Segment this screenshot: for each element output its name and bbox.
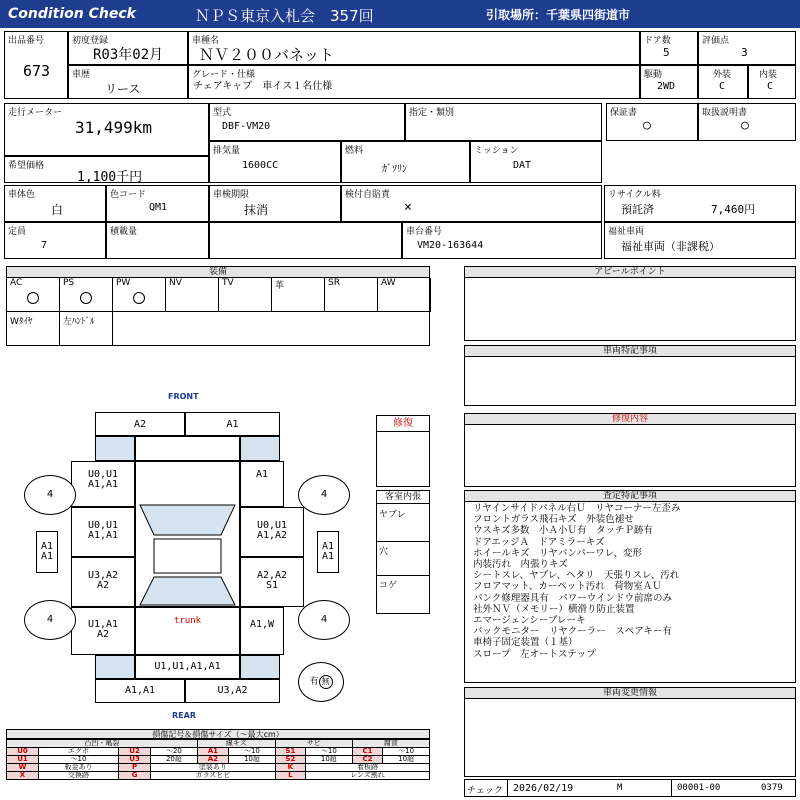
load-label: 積載量 — [110, 227, 138, 237]
legend-cell: エクボ — [38, 748, 118, 756]
repair-box — [376, 415, 430, 487]
recycle-box — [604, 185, 796, 222]
equipment-row2-label: 左ﾊﾝﾄﾞﾙ — [63, 317, 95, 327]
legend-cell: 〜10 — [383, 748, 430, 756]
front-panel-left: A2 — [95, 412, 185, 436]
warranty-box — [606, 103, 698, 141]
car-name-value: ＮＶ２００バネット — [199, 46, 335, 64]
car-name-label: 車種名 — [192, 36, 220, 46]
legend-cell: U2 — [119, 748, 151, 756]
fender-left: U0,U1 A1,A1 — [71, 461, 135, 507]
cabin-outline — [135, 461, 240, 607]
displacement-label: 排気量 — [213, 146, 241, 156]
lot-value: 673 — [23, 62, 51, 80]
legend-cell: 〜10 — [229, 748, 276, 756]
repair-label: 修復 — [377, 416, 429, 432]
legend — [6, 729, 430, 780]
legend-cell: W — [7, 764, 39, 772]
capacity-box — [4, 222, 106, 259]
equipment-ac — [7, 278, 60, 312]
interior-value: C — [767, 81, 774, 92]
price-label: 希望価格 — [8, 161, 45, 171]
mission-box — [470, 141, 602, 183]
legend-cell: 10超 — [305, 756, 352, 764]
legend-cell: S2 — [275, 756, 305, 764]
inspector-line: バックモニター リヤクーラー スペアキー有 — [473, 626, 672, 638]
inspector-section — [464, 490, 796, 683]
body-color-label: 車体色 — [8, 190, 36, 200]
equipment-pw — [113, 278, 166, 312]
equipment-aw — [378, 278, 431, 312]
legend-cell: 板金あり — [38, 764, 118, 772]
chassis-value: VM20-163644 — [417, 240, 484, 251]
welfare-label: 福祉車両 — [608, 227, 645, 237]
manual-box — [698, 103, 796, 141]
legend-cell: A2 — [197, 756, 228, 764]
inspector-title: 査定特記事項 — [465, 491, 795, 502]
exterior-box — [698, 65, 748, 99]
cabin-box — [376, 490, 430, 614]
legend-cell: X — [7, 772, 39, 780]
rear-bumper-left: A1,A1 — [95, 679, 185, 703]
appeal-section — [464, 266, 796, 341]
footer-date: 2026/02/19 — [513, 783, 574, 794]
mirror-left: A1 A1 — [36, 531, 58, 573]
change-title: 車両変更情報 — [465, 688, 795, 699]
equipment-ps — [60, 278, 113, 312]
legend-cell: C1 — [352, 748, 382, 756]
mileage-box — [4, 103, 209, 156]
door-rear-right: A2,A2 S1 — [240, 557, 304, 607]
recycle-amount: 7,460円 — [711, 203, 756, 216]
model-label: 型式 — [213, 108, 232, 118]
equipment-label: AW — [381, 278, 396, 288]
legend-cell: 10超 — [383, 756, 430, 764]
equipment-row2-cell — [325, 312, 378, 346]
manual-label: 取扱説明書 — [702, 108, 748, 118]
first-reg-box — [68, 31, 188, 65]
welfare-box — [604, 222, 796, 259]
special-title: 車両特記事項 — [465, 346, 795, 357]
recycle-status: 預託済 — [621, 203, 654, 216]
exterior-label: 外装 — [713, 70, 732, 80]
equipment-row2-cell — [60, 312, 113, 346]
doors-label: ドア数 — [644, 36, 671, 46]
fuel-box — [341, 141, 470, 183]
inspector-line: ウスキズ多数 小Ａ小Ｕ有 タッチＰ跡有 — [473, 525, 654, 537]
tire-front-right: 4 — [298, 475, 350, 515]
price-box — [4, 156, 209, 183]
cabin-item-hole: 穴 — [379, 547, 389, 557]
inspector-line: ホイールキズ リヤバンパーワレ、変形 — [473, 547, 643, 559]
cabin-item-tear: ヤブレ — [379, 510, 406, 520]
manual-value: ○ — [741, 118, 749, 133]
capacity-value: 7 — [41, 240, 48, 251]
equipment-row2-cell — [378, 312, 431, 346]
cabin-title: 客室内張 — [377, 491, 429, 504]
displacement-box — [209, 141, 341, 183]
footer-check-label: チェック — [467, 786, 503, 796]
tax-box — [341, 185, 602, 222]
inspection-value: 抹消 — [244, 203, 269, 217]
equipment-mark-icon — [80, 292, 92, 304]
inspector-line: 社外ＮＶ（メモリー）横滑り防止装置 — [473, 603, 635, 615]
equipment-tv — [219, 278, 272, 312]
doors-box — [640, 31, 698, 65]
load-box — [106, 222, 209, 259]
legend-table — [6, 739, 430, 780]
equipment-title: 装備 — [7, 267, 429, 278]
header-bar — [0, 0, 800, 28]
designation-label: 指定・類別 — [409, 108, 455, 118]
rear-bumper-right: U3,A2 — [185, 679, 280, 703]
quarter-left: U1,A1 A2 — [71, 607, 135, 655]
equipment-label: 革 — [275, 281, 285, 291]
body-color-box — [4, 185, 106, 222]
equipment-label: PW — [116, 278, 131, 288]
price-value: 1,100千円 — [77, 170, 143, 185]
front-panel-right: A1 — [185, 412, 280, 436]
legend-cell: 塗装あり — [151, 764, 276, 772]
color-code-label: 色コード — [110, 190, 147, 200]
equipment-label: SR — [328, 278, 340, 288]
equipment-row2-label: Wﾀｲﾔ — [10, 317, 33, 327]
model-value: DBF-VM20 — [222, 121, 271, 132]
appeal-title: アピールポイント — [465, 267, 795, 278]
taillight-right — [240, 655, 280, 679]
legend-cell: U1 — [7, 756, 39, 764]
fuel-value: ｶﾞｿﾘﾝ — [382, 164, 407, 175]
chassis-box — [402, 222, 602, 259]
legend-cell: U3 — [119, 756, 151, 764]
change-section — [464, 687, 796, 777]
tire-front-left: 4 — [24, 475, 76, 515]
tire-mid-left: 4 — [24, 600, 76, 640]
first-reg-label: 初度登録 — [72, 36, 109, 46]
inspector-line: シートスレ、ヤブレ、ヘタリ 天張りスレ、汚れ — [473, 570, 680, 582]
legend-cell: 〜10 — [305, 748, 352, 756]
history-value: リース — [105, 82, 141, 96]
equipment-row2-cell — [166, 312, 219, 346]
lot-number-box — [4, 31, 68, 99]
inspector-line: 車椅子固定装置（１基） — [473, 637, 578, 649]
equipment-mark-icon — [27, 292, 39, 304]
rating-value: 3 — [741, 46, 748, 59]
interior-box — [748, 65, 796, 99]
legend-cell: 10超 — [229, 756, 276, 764]
legend-cell: ガラスヒビ — [151, 772, 276, 780]
tire-spare — [298, 662, 344, 702]
inspector-line: リヤインサイドパネル右Ｕ リヤコーナー左歪み — [473, 503, 681, 514]
inspector-line: 内装汚れ 内張りキズ — [473, 559, 568, 571]
legend-cell: 交換跡 — [38, 772, 118, 780]
mission-value: DAT — [513, 160, 532, 171]
history-box — [68, 65, 188, 99]
legend-cell: S1 — [275, 748, 305, 756]
inspector-line: ドアエッジＡ ドアミラーキズ — [473, 536, 605, 548]
fuel-label: 燃料 — [345, 146, 364, 156]
designation-box — [405, 103, 602, 141]
legend-cell: C2 — [352, 756, 382, 764]
legend-cell: K — [275, 764, 305, 772]
legend-cell: L — [275, 772, 305, 780]
mirror-right: A1 A1 — [317, 531, 339, 573]
door-front-right: U0,U1 A1,A2 — [240, 507, 304, 557]
equipment-label: NV — [169, 278, 182, 288]
special-section — [464, 345, 796, 406]
rating-box — [698, 31, 796, 65]
drive-label: 駆動 — [644, 70, 663, 80]
fender-right: A1 — [240, 461, 284, 507]
equipment-mark-icon — [133, 292, 145, 304]
front-label: FRONT — [168, 392, 199, 401]
legend-group: 凸凹・亀裂 — [7, 740, 198, 748]
hood — [135, 436, 240, 461]
inspection-label: 車検期限 — [213, 190, 250, 200]
trunk: trunk — [135, 607, 240, 655]
first-reg-value: R03年02月 — [93, 47, 164, 63]
grade-value: チェアキャブ 車イス１名仕様 — [193, 81, 333, 92]
tax-label: 検付自賠責 — [345, 190, 391, 200]
tax-value: × — [404, 200, 412, 215]
rear-label: REAR — [172, 711, 196, 720]
legend-cell: U0 — [7, 748, 39, 756]
drive-box — [640, 65, 698, 99]
rear-panel: U1,U1,A1,A1 — [135, 655, 240, 679]
spare-yes: 有 — [309, 677, 319, 687]
repair-content-title: 修復内容 — [465, 414, 795, 425]
grade-box — [188, 65, 640, 99]
taillight-left — [95, 655, 135, 679]
legend-group: 線キズ — [197, 740, 275, 748]
history-label: 車歴 — [72, 70, 91, 80]
footer-serial: 0379 — [761, 783, 783, 793]
inspection-box — [209, 185, 341, 222]
cabin-item-burn: コゲ — [379, 581, 398, 591]
legend-cell: A1 — [197, 748, 228, 756]
tire-mid-right: 4 — [298, 600, 350, 640]
equipment-row2-cell — [272, 312, 325, 346]
displacement-value: 1600CC — [242, 160, 279, 171]
headlight-right — [240, 436, 280, 461]
body-color-value: 白 — [51, 203, 64, 217]
inspector-line: フロアマット、カーペット汚れ 荷物室ＡＵ — [473, 581, 662, 593]
grade-label: グレード・仕様 — [192, 70, 256, 80]
legend-cell: G — [119, 772, 151, 780]
equipment-section — [6, 266, 430, 346]
interior-label: 内装 — [759, 70, 778, 80]
repair-content-section — [464, 413, 796, 487]
equipment-革 — [272, 278, 325, 312]
equipment-label: AC — [10, 278, 23, 288]
header-title: Condition Check — [8, 6, 136, 22]
inspector-line: エマージェンシーブレーキ — [473, 615, 586, 627]
warranty-value: ○ — [643, 118, 651, 133]
spare-none: 無 — [319, 675, 333, 689]
equipment-row2-cell — [219, 312, 272, 346]
color-code-box — [106, 185, 209, 222]
equipment-nv — [166, 278, 219, 312]
inspector-line: パンク修理器具有 パワーウインドウ前席のみ — [473, 592, 673, 604]
chassis-label: 車台番号 — [406, 227, 443, 237]
legend-cell: 〜10 — [38, 756, 118, 764]
quarter-right: A1,W — [240, 607, 284, 655]
welfare-value: 福祉車両（非課税） — [621, 240, 720, 253]
capacity-label: 定員 — [8, 227, 27, 237]
headlight-left — [95, 436, 135, 461]
blank-box — [209, 222, 402, 259]
legend-cell: P — [119, 764, 151, 772]
door-rear-left: U3,A2 A2 — [71, 557, 135, 607]
legend-cell: 着板跡 — [305, 764, 429, 772]
doors-value: 5 — [663, 46, 670, 59]
color-code-value: QM1 — [149, 202, 168, 213]
lot-label: 出品番号 — [8, 36, 45, 46]
mileage-value: 31,499km — [75, 118, 153, 137]
header-auction: ＮＰＳ東京入札会 357回 — [195, 7, 374, 25]
model-box — [209, 103, 405, 141]
legend-cell: 20超 — [151, 756, 198, 764]
warranty-label: 保証書 — [610, 108, 638, 118]
legend-group: 腐食 — [352, 740, 429, 748]
inspector-line: フロントガラス飛石キズ 外装色褪せ — [473, 514, 634, 526]
legend-title: 損傷記号＆損傷サイズ（〜最大cm） — [6, 729, 430, 739]
header-location: 引取場所：千葉県四街道市 — [486, 8, 631, 22]
door-front-left: U0,U1 A1,A1 — [71, 507, 135, 557]
inspector-line: スロープ 左オートステップ — [473, 648, 596, 660]
equipment-row2-cell — [113, 312, 166, 346]
footer-number: 00001-00 — [677, 783, 721, 793]
legend-group: サビ — [275, 740, 352, 748]
mileage-label: 走行メーター — [8, 108, 63, 118]
equipment-label: PS — [63, 278, 75, 288]
car-name-box — [188, 31, 640, 65]
footer — [464, 779, 796, 797]
drive-value: 2WD — [657, 81, 676, 92]
exterior-value: C — [719, 81, 726, 92]
legend-cell: レンズ割れ — [305, 772, 429, 780]
rating-label: 評価点 — [702, 36, 730, 46]
mission-label: ミッション — [474, 146, 519, 156]
footer-code: M — [617, 783, 623, 793]
equipment-label: TV — [222, 278, 234, 288]
equipment-sr — [325, 278, 378, 312]
equipment-row2-cell — [7, 312, 60, 346]
recycle-label: リサイクル料 — [608, 190, 661, 200]
legend-cell: 〜20 — [151, 748, 198, 756]
